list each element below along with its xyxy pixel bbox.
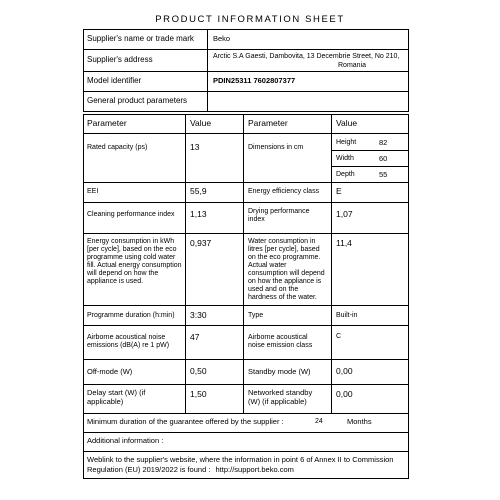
header-parameter-2: Parameter bbox=[248, 118, 288, 128]
off-mode-label: Off-mode (W) bbox=[87, 367, 133, 376]
dimensions-label: Dimensions in cm bbox=[248, 144, 304, 151]
supplier-address-line1: Arctic S.A Gaesti, Dambovita, 13 Decembrie Street, No 210, bbox=[213, 53, 400, 60]
column-divider bbox=[243, 114, 244, 414]
water-consumption-label-1: Water consumption in bbox=[248, 238, 316, 245]
energy-consumption-label-2: [per cycle], based on the eco bbox=[87, 246, 177, 253]
standby-mode-label: Standby mode (W) bbox=[248, 367, 311, 376]
rated-capacity-value: 13 bbox=[190, 142, 200, 152]
airborne-emissions-label-1: Airborne acoustical noise bbox=[87, 334, 166, 341]
supplier-address-line2: Romania bbox=[338, 62, 367, 69]
model-identifier-value: PDIN25311 7602807377 bbox=[213, 76, 296, 85]
header-value: Value bbox=[190, 118, 212, 128]
model-identifier-label: Model identifier bbox=[87, 76, 142, 85]
page-title: PRODUCT INFORMATION SHEET bbox=[155, 14, 345, 25]
water-consumption-label-3: on the eco programme. bbox=[248, 254, 321, 261]
airborne-emissions-label-2: emissions (dB(A) re 1 pW) bbox=[87, 342, 170, 349]
energy-class-label: Energy efficiency class bbox=[248, 188, 320, 195]
water-consumption-value: 11,4 bbox=[336, 238, 352, 248]
type-label: Type bbox=[248, 312, 264, 319]
drying-index-label-2: index bbox=[248, 216, 265, 223]
supplier-name-label: Supplier's name or trade mark bbox=[87, 34, 194, 43]
water-consumption-label-4: Actual water bbox=[248, 262, 287, 269]
dimension-divider bbox=[331, 166, 409, 167]
weblink-text-line2 bbox=[87, 466, 294, 474]
depth-value: 55 bbox=[379, 170, 388, 179]
column-divider bbox=[185, 114, 186, 414]
energy-consumption-label-6: appliance is used. bbox=[87, 278, 144, 285]
weblink-url[interactable]: http://support.beko.com bbox=[215, 465, 294, 474]
dimension-divider bbox=[331, 150, 409, 151]
weblink-prefix: Regulation (EU) 2019/2022 is found : bbox=[87, 465, 211, 474]
width-label: Width bbox=[336, 155, 354, 162]
water-consumption-label-7: used and on the bbox=[248, 286, 299, 293]
height-value: 82 bbox=[379, 138, 388, 147]
water-consumption-label-8: hardness of the water. bbox=[248, 294, 317, 301]
airborne-class-value: C bbox=[336, 333, 342, 340]
table-row bbox=[83, 133, 409, 183]
energy-class-value: E bbox=[336, 186, 342, 196]
water-consumption-label-5: consumption will depend bbox=[248, 270, 325, 277]
header-parameter: Parameter bbox=[87, 118, 127, 128]
general-parameters-value-cell bbox=[207, 91, 409, 112]
weblink-text-line1: Weblink to the supplier's website, where the information in point 6 of Annex II to Commission bbox=[87, 455, 394, 464]
off-mode-value: 0,50 bbox=[190, 366, 207, 376]
delay-start-label-1: Delay start (W) (if bbox=[87, 388, 146, 397]
water-consumption-label-2: litres [per cycle], based bbox=[248, 246, 320, 253]
networked-standby-value: 0,00 bbox=[336, 389, 353, 399]
networked-standby-label-2: (W) (if applicable) bbox=[248, 397, 307, 406]
energy-consumption-value: 0,937 bbox=[190, 238, 212, 248]
width-value: 60 bbox=[379, 154, 388, 163]
delay-start-value: 1,50 bbox=[190, 389, 207, 399]
table-header-row bbox=[83, 114, 409, 134]
airborne-emissions-value: 47 bbox=[190, 332, 200, 342]
cleaning-index-label: Cleaning performance index bbox=[87, 211, 175, 218]
drying-index-value: 1,07 bbox=[336, 209, 353, 219]
programme-duration-label: Programme duration (h:min) bbox=[87, 312, 175, 319]
programme-duration-value: 3:30 bbox=[190, 310, 207, 320]
delay-start-label-2: applicable) bbox=[87, 397, 124, 406]
additional-info-label: Additional information : bbox=[87, 436, 164, 445]
rated-capacity-label: Rated capacity (ps) bbox=[87, 144, 148, 151]
general-parameters-label: General product parameters bbox=[87, 96, 188, 105]
height-label: Height bbox=[336, 139, 357, 146]
guarantee-value: 24 bbox=[315, 418, 323, 425]
supplier-name-value: Beko bbox=[213, 34, 231, 43]
airborne-class-label-1: Airborne acoustical bbox=[248, 334, 308, 341]
energy-consumption-label-4: fill. Actual energy consumption bbox=[87, 262, 182, 269]
airborne-class-label-2: noise emission class bbox=[248, 342, 313, 349]
table-row bbox=[83, 182, 409, 203]
energy-consumption-label-1: Energy consumption in kWh bbox=[87, 238, 175, 245]
standby-mode-value: 0,00 bbox=[336, 366, 353, 376]
type-value: Built-in bbox=[336, 312, 358, 319]
depth-label: Depth bbox=[336, 171, 355, 178]
eei-label: EEI bbox=[87, 188, 99, 195]
energy-consumption-label-3: programme using cold water bbox=[87, 254, 176, 261]
column-divider bbox=[331, 114, 332, 414]
water-consumption-label-6: on how the appliance is bbox=[248, 278, 322, 285]
energy-consumption-label-5: will depend on how the bbox=[87, 270, 159, 277]
cleaning-index-value: 1,13 bbox=[190, 209, 207, 219]
drying-index-label-1: Drying performance bbox=[248, 208, 310, 215]
guarantee-unit: Months bbox=[347, 417, 372, 426]
networked-standby-label-1: Networked standby bbox=[248, 388, 313, 397]
supplier-address-label: Supplier's address bbox=[87, 55, 153, 64]
eei-value: 55,9 bbox=[190, 186, 207, 196]
header-value-2: Value bbox=[336, 118, 358, 128]
guarantee-label: Minimum duration of the guarantee offered by the supplier : bbox=[87, 417, 284, 426]
supplier-name-value-cell bbox=[207, 29, 409, 50]
